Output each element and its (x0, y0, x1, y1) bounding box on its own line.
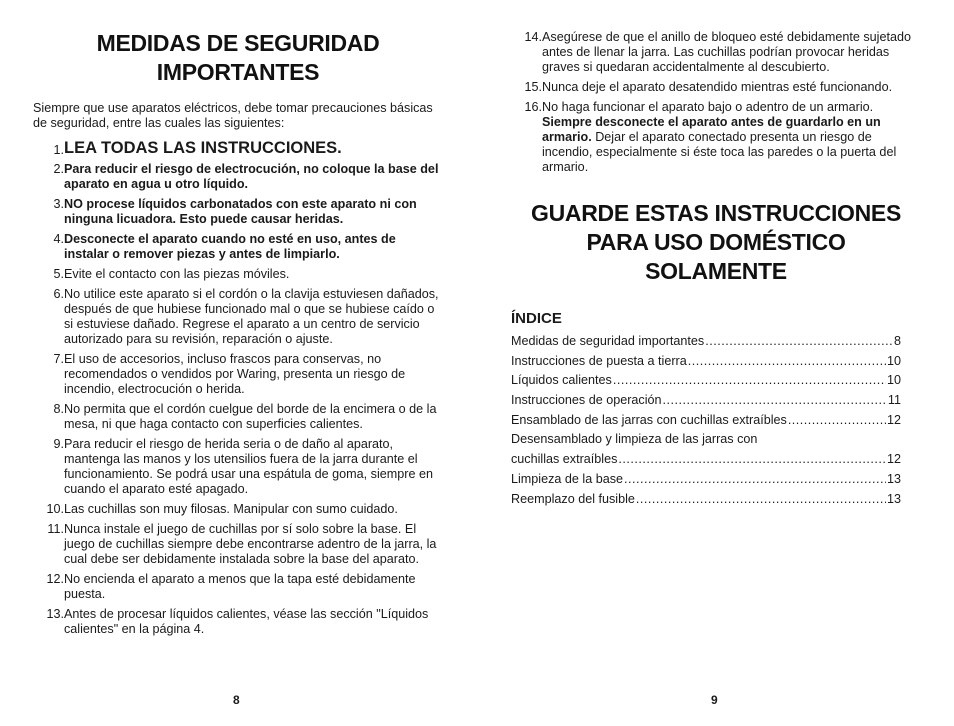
save-title-line-2: PARA USO DOMÉSTICO (586, 229, 846, 255)
item-number: 8. (53, 402, 64, 416)
toc-entry[interactable] (511, 413, 901, 433)
list-item (33, 232, 443, 262)
list-item (33, 572, 443, 602)
item-text: Para reducir el riesgo de herida seria o de daño al aparato, mantenga las manos y los utensilios fuera de la jarra durante el funcionamiento. Se podrá usar una espátula de goma, siempre en cuando el aparato esté apagado. (64, 437, 433, 496)
list-item (511, 80, 921, 95)
item-text: Evite el contacto con las piezas móviles. (64, 267, 290, 281)
table-of-contents (511, 334, 921, 511)
toc-label: cuchillas extraíbles (511, 452, 618, 467)
item-text: No utilice este aparato si el cordón o la clavija estuviesen dañados, después de que hubiese funcionado mal o que se hubiese caído o si estuviese dañado. Regrese el aparato a un centro de servicio autorizado para su revisión, reparación o ajuste. (64, 287, 439, 346)
item-number: 2. (53, 162, 64, 176)
toc-leader (705, 334, 893, 349)
toc-label: Medidas de seguridad importantes (511, 334, 705, 348)
toc-entry[interactable] (511, 334, 901, 354)
item-text: Antes de procesar líquidos calientes, véase las sección "Líquidos calientes" en la página 4. (64, 607, 429, 636)
toc-leader (788, 413, 886, 428)
toc-label: Instrucciones de operación (511, 393, 662, 408)
toc-page: 12 (886, 452, 901, 467)
toc-page: 8 (893, 334, 901, 348)
item-number: 10. (46, 502, 64, 516)
item-number: 15. (524, 80, 542, 94)
toc-leader (618, 452, 886, 467)
list-item (33, 522, 443, 567)
toc-entry[interactable] (511, 373, 901, 393)
list-item (33, 267, 443, 282)
toc-label: Desensamblado y limpieza de las jarras con (511, 432, 758, 447)
item-number: 13. (46, 607, 64, 621)
list-item (33, 437, 443, 497)
toc-entry[interactable] (511, 452, 901, 472)
item-text: Asegúrese de que el anillo de bloqueo esté debidamente sujetado antes de llenar la jarra. Las cuchillas podrían provocar heridas graves si quedaran accidentalmente al descubierto. (542, 30, 911, 74)
item-number: 3. (53, 197, 64, 211)
toc-page: 10 (886, 353, 901, 368)
item-text: Nunca deje el aparato desatendido mientras esté funcionando. (542, 80, 893, 94)
item-text-part: No haga funcionar el aparato bajo o adentro de un armario. (542, 100, 874, 114)
list-item (33, 502, 443, 517)
list-item (33, 139, 443, 158)
safety-title-line-2: IMPORTANTES (156, 59, 320, 85)
save-instructions-title (511, 199, 921, 286)
toc-leader (688, 354, 886, 369)
item-number: 14. (524, 30, 542, 44)
list-item (33, 607, 443, 637)
save-title-line-3: SOLAMENTE (645, 258, 787, 284)
item-text: NO procese líquidos carbonatados con este aparato ni con ninguna licuadora. Esto puede causar heridas. (64, 197, 417, 226)
item-text: Las cuchillas son muy filosas. Manipular con sumo cuidado. (64, 502, 398, 516)
item-number: 1. (53, 143, 64, 157)
page-number-right: 9 (711, 693, 718, 707)
list-item (511, 30, 921, 75)
toc-entry[interactable] (511, 492, 901, 512)
toc-leader (613, 373, 886, 388)
item-text: No permita que el cordón cuelgue del borde de la encimera o de la mesa, ni que haga contacto con superficies calientes. (64, 402, 437, 431)
left-page (33, 0, 443, 726)
list-item (33, 197, 443, 227)
toc-label: Limpieza de la base (511, 471, 624, 486)
toc-label: Ensamblado de las jarras con cuchillas extraíbles (511, 412, 787, 427)
toc-page: 11 (887, 393, 901, 408)
toc-leader (663, 393, 887, 408)
safety-list (33, 139, 443, 637)
item-number: 5. (53, 267, 64, 281)
safety-title-line-1: MEDIDAS DE SEGURIDAD (96, 30, 380, 56)
toc-entry[interactable] (511, 393, 901, 413)
list-item (33, 352, 443, 397)
toc-page: 13 (886, 471, 901, 486)
toc-label: Instrucciones de puesta a tierra (511, 353, 687, 368)
index-heading: ÍNDICE (511, 310, 562, 327)
item-number: 16. (524, 100, 542, 114)
page-number-left: 8 (233, 693, 240, 707)
item-number: 4. (53, 232, 64, 246)
item-number: 7. (53, 352, 64, 366)
save-title-line-1: GUARDE ESTAS INSTRUCCIONES (530, 200, 902, 226)
list-item (33, 402, 443, 432)
list-item (33, 287, 443, 347)
toc-page: 13 (886, 491, 901, 506)
intro-paragraph: Siempre que use aparatos eléctricos, debe tomar precauciones básicas de seguridad, entre las cuales las siguientes: (33, 101, 433, 130)
item-number: 11. (47, 522, 64, 536)
safety-title (33, 29, 443, 87)
item-text: Para reducir el riesgo de electrocución, no coloque la base del aparato en agua u otro líquido. (64, 162, 439, 191)
toc-entry[interactable] (511, 472, 901, 492)
toc-leader (624, 472, 886, 487)
item-text: Desconecte el aparato cuando no esté en uso, antes de instalar o remover piezas y antes de limpiarlo. (64, 232, 396, 261)
item-text (542, 100, 921, 175)
toc-label: Líquidos calientes (511, 373, 612, 388)
item-text-bold: Siempre desconecte el aparato antes de guardarlo en un armario. (542, 115, 881, 144)
list-item (33, 162, 443, 192)
item-number: 6. (53, 287, 64, 301)
item-text: El uso de accesorios, incluso frascos para conservas, no recomendados o vendidos por Waring, presenta un riesgo de incendio, electrocución o herida. (64, 352, 406, 396)
toc-page: 12 (886, 412, 901, 427)
toc-label: Reemplazo del fusible (511, 491, 635, 506)
item-number: 9. (53, 437, 64, 451)
item-text: LEA TODAS LAS INSTRUCCIONES. (64, 139, 342, 157)
toc-entry-first-line[interactable] (511, 432, 921, 452)
item-text: Nunca instale el juego de cuchillas por sí solo sobre la base. El juego de cuchillas siempre debe encontrarse adentro de la jarra, la cual debe ser debidamente instalada sobre la base del aparato. (64, 522, 437, 566)
item-number: 12. (46, 572, 64, 586)
toc-entry[interactable] (511, 354, 901, 374)
toc-leader (636, 492, 886, 507)
safety-list-continued (511, 30, 921, 175)
list-item (511, 100, 921, 175)
item-text-part: Dejar el aparato conectado presenta un riesgo de incendio, especialmente si éste toca las paredes o la puerta del armario. (542, 130, 897, 174)
toc-page: 10 (886, 373, 901, 388)
right-page (511, 0, 921, 726)
item-text: No encienda el aparato a menos que la tapa esté debidamente puesta. (64, 572, 416, 601)
